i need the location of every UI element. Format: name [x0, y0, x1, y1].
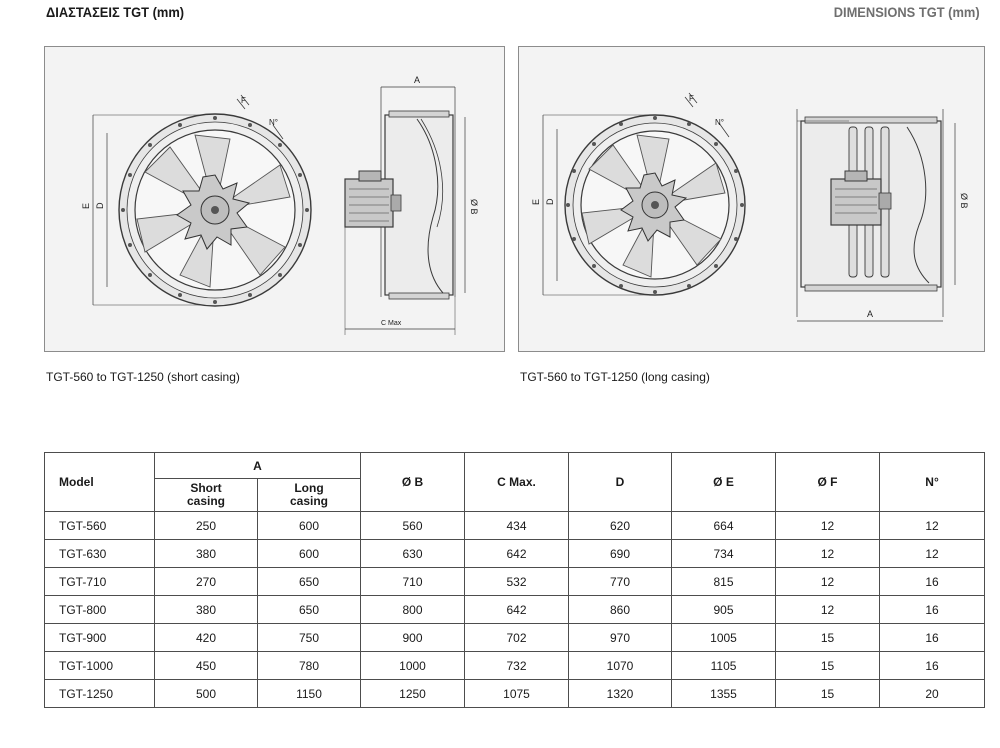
dimensions-table	[44, 452, 985, 708]
header-a-long	[258, 479, 361, 512]
table-row	[45, 568, 985, 596]
cell-a-short: 270	[155, 568, 258, 596]
header-a-short-line2: casing	[186, 494, 225, 508]
table-row	[45, 540, 985, 568]
table-row	[45, 512, 985, 540]
header-a-short	[155, 479, 258, 512]
cell-a-long: 650	[258, 568, 361, 596]
cell-f: 12	[776, 512, 880, 540]
cell-model: TGT-560	[45, 512, 155, 540]
cell-c: 732	[465, 652, 569, 680]
cell-d: 690	[569, 540, 672, 568]
table-row	[45, 596, 985, 624]
label-b: Ø B	[959, 193, 969, 209]
header-c-max: C Max.	[465, 453, 569, 512]
header-b: Ø B	[361, 453, 465, 512]
cell-e: 905	[672, 596, 776, 624]
cell-a-long: 600	[258, 512, 361, 540]
cell-model: TGT-900	[45, 624, 155, 652]
header-a-short-line1: Short	[190, 481, 222, 495]
table-row	[45, 652, 985, 680]
caption-long-casing: TGT-560 to TGT-1250 (long casing)	[520, 370, 710, 384]
cell-a-short: 380	[155, 540, 258, 568]
header-model: Model	[45, 453, 155, 512]
cell-n: 12	[880, 512, 985, 540]
header-a-long-line1: Long	[294, 481, 324, 495]
cell-e: 1355	[672, 680, 776, 708]
cell-f: 12	[776, 568, 880, 596]
cell-n: 12	[880, 540, 985, 568]
cell-b: 710	[361, 568, 465, 596]
cell-model: TGT-630	[45, 540, 155, 568]
cell-d: 770	[569, 568, 672, 596]
cell-a-long: 650	[258, 596, 361, 624]
header-a-long-line2: casing	[290, 494, 329, 508]
cell-e: 815	[672, 568, 776, 596]
cell-n: 20	[880, 680, 985, 708]
label-f: F	[241, 96, 246, 105]
header-n: N°	[880, 453, 985, 512]
cell-a-long: 780	[258, 652, 361, 680]
header-e: Ø E	[672, 453, 776, 512]
cell-n: 16	[880, 652, 985, 680]
cell-n: 16	[880, 568, 985, 596]
cell-d: 860	[569, 596, 672, 624]
cell-b: 630	[361, 540, 465, 568]
cell-c: 434	[465, 512, 569, 540]
cell-f: 15	[776, 680, 880, 708]
cell-c: 642	[465, 540, 569, 568]
cell-b: 560	[361, 512, 465, 540]
cell-n: 16	[880, 624, 985, 652]
label-n: N°	[715, 118, 724, 127]
title-english: DIMENSIONS TGT (mm)	[834, 4, 980, 20]
cell-b: 1250	[361, 680, 465, 708]
cell-b: 1000	[361, 652, 465, 680]
drawing-long-casing	[518, 46, 985, 352]
cell-d: 970	[569, 624, 672, 652]
header-f: Ø F	[776, 453, 880, 512]
label-c: C Max	[381, 320, 402, 327]
cell-b: 800	[361, 596, 465, 624]
cell-d: 1070	[569, 652, 672, 680]
table-row	[45, 624, 985, 652]
cell-model: TGT-800	[45, 596, 155, 624]
cell-b: 900	[361, 624, 465, 652]
cell-d: 620	[569, 512, 672, 540]
header-a: A	[155, 453, 361, 479]
label-e: E	[81, 202, 91, 209]
cell-e: 734	[672, 540, 776, 568]
table-row	[45, 680, 985, 708]
cell-d: 1320	[569, 680, 672, 708]
label-b: Ø B	[469, 199, 479, 215]
cell-a-short: 420	[155, 624, 258, 652]
cell-model: TGT-1000	[45, 652, 155, 680]
cell-e: 664	[672, 512, 776, 540]
cell-a-long: 750	[258, 624, 361, 652]
cell-f: 15	[776, 652, 880, 680]
cell-model: TGT-1250	[45, 680, 155, 708]
cell-c: 702	[465, 624, 569, 652]
cell-c: 532	[465, 568, 569, 596]
label-d: D	[545, 198, 555, 205]
cell-a-long: 600	[258, 540, 361, 568]
cell-f: 12	[776, 596, 880, 624]
cell-a-short: 380	[155, 596, 258, 624]
label-n: N°	[269, 118, 278, 127]
long-casing-technical-drawing	[519, 47, 984, 351]
cell-a-short: 250	[155, 512, 258, 540]
label-d: D	[95, 202, 105, 209]
label-e: E	[531, 198, 541, 205]
cell-c: 642	[465, 596, 569, 624]
cell-e: 1005	[672, 624, 776, 652]
short-casing-technical-drawing	[45, 47, 504, 351]
cell-a-short: 500	[155, 680, 258, 708]
cell-c: 1075	[465, 680, 569, 708]
cell-n: 16	[880, 596, 985, 624]
caption-short-casing: TGT-560 to TGT-1250 (short casing)	[46, 370, 240, 384]
cell-f: 15	[776, 624, 880, 652]
cell-e: 1105	[672, 652, 776, 680]
cell-f: 12	[776, 540, 880, 568]
label-a: A	[867, 309, 874, 319]
title-greek: ΔΙΑΣΤΑΣΕΙΣ TGT (mm)	[46, 4, 185, 20]
header-d: D	[569, 453, 672, 512]
label-a: A	[414, 75, 421, 85]
drawing-short-casing	[44, 46, 505, 352]
cell-model: TGT-710	[45, 568, 155, 596]
cell-a-short: 450	[155, 652, 258, 680]
cell-a-long: 1150	[258, 680, 361, 708]
label-f: F	[689, 94, 694, 103]
